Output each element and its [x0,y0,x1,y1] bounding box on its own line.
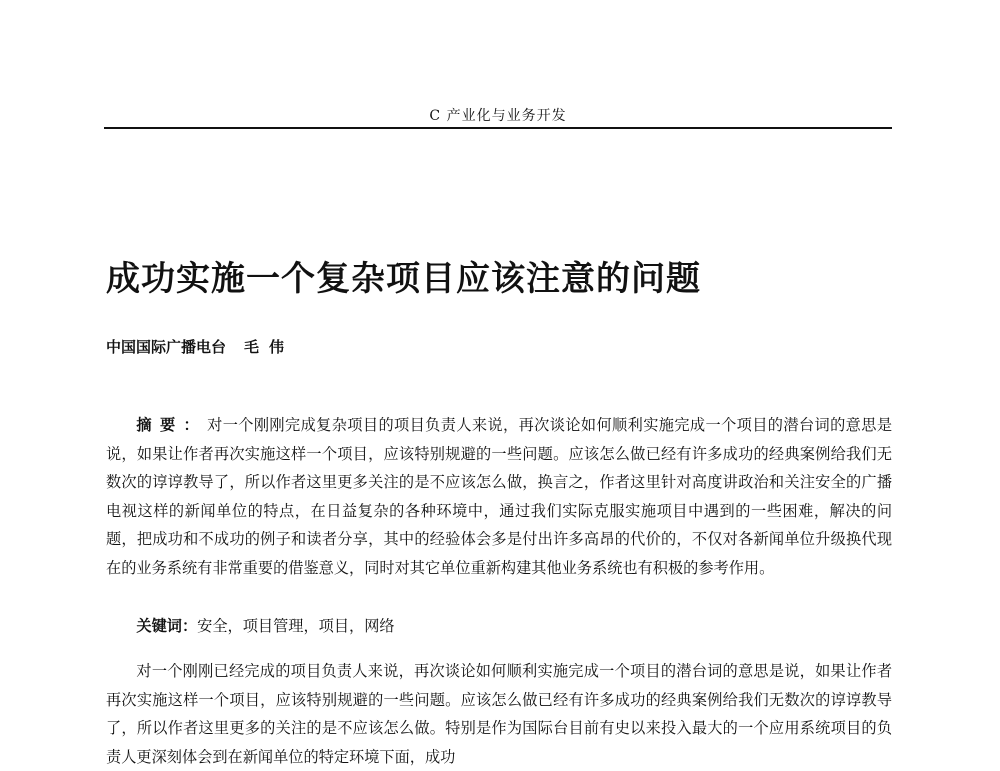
abstract-label: 摘要： [136,416,208,434]
abstract [106,411,892,582]
abstract-text: 对一个刚刚完成复杂项目的项目负责人来说，再次谈论如何顺利实施完成一个项目的潜台词的意思是说，如果让作者再次实施这样一个项目，应该特别规避的一些问题。应该怎么做已经有许多成功的经典案例给我们无数次的谆谆教导了，所以作者这里更多关注的是不应该怎么做，换言之，作者这里针对高度讲政治和关注安全的广播电视这样的新闻单位的特点，在日益复杂的各种环境中，通过我们实际克服实施项目中遇到的一些困难，解决的问题，把成功和不成功的例子和读者分享，其中的经验体会多是付出许多高昂的代价的，不仅对各新闻单位升级换代现在的业务系统有非常重要的借鉴意义，同时对其它单位重新构建其他业务系统也有积极的参考作用。 [106,416,893,577]
body-paragraph: 对一个刚刚已经完成的项目负责人来说，再次谈论如何顺利实施完成一个项目的潜台词的意思是说，如果让作者再次实施这样一个项目，应该特别规避的一些问题。应该怎么做已经有许多成功的经典案例给我们无数次的谆谆教导了，所以作者这里更多的关注的是不应该怎么做。特别是作为国际台目前有史以来投入最大的一个应用系统项目的负责人更深刻体会到在新闻单位的特定环境下面，成功 [106,662,892,766]
byline [106,337,886,357]
author-affiliation: 中国国际广播电台 [106,338,227,356]
keywords [106,612,892,641]
keywords-label: 关键词： [136,617,198,635]
article-title: 成功实施一个复杂项目应该注意的问题 [106,259,701,299]
running-header: C 产业化与业务开发 [429,108,567,124]
keywords-text: 安全，项目管理，项目，网络 [197,617,395,635]
header-rule [104,127,892,129]
author-name: 毛伟 [244,338,295,356]
